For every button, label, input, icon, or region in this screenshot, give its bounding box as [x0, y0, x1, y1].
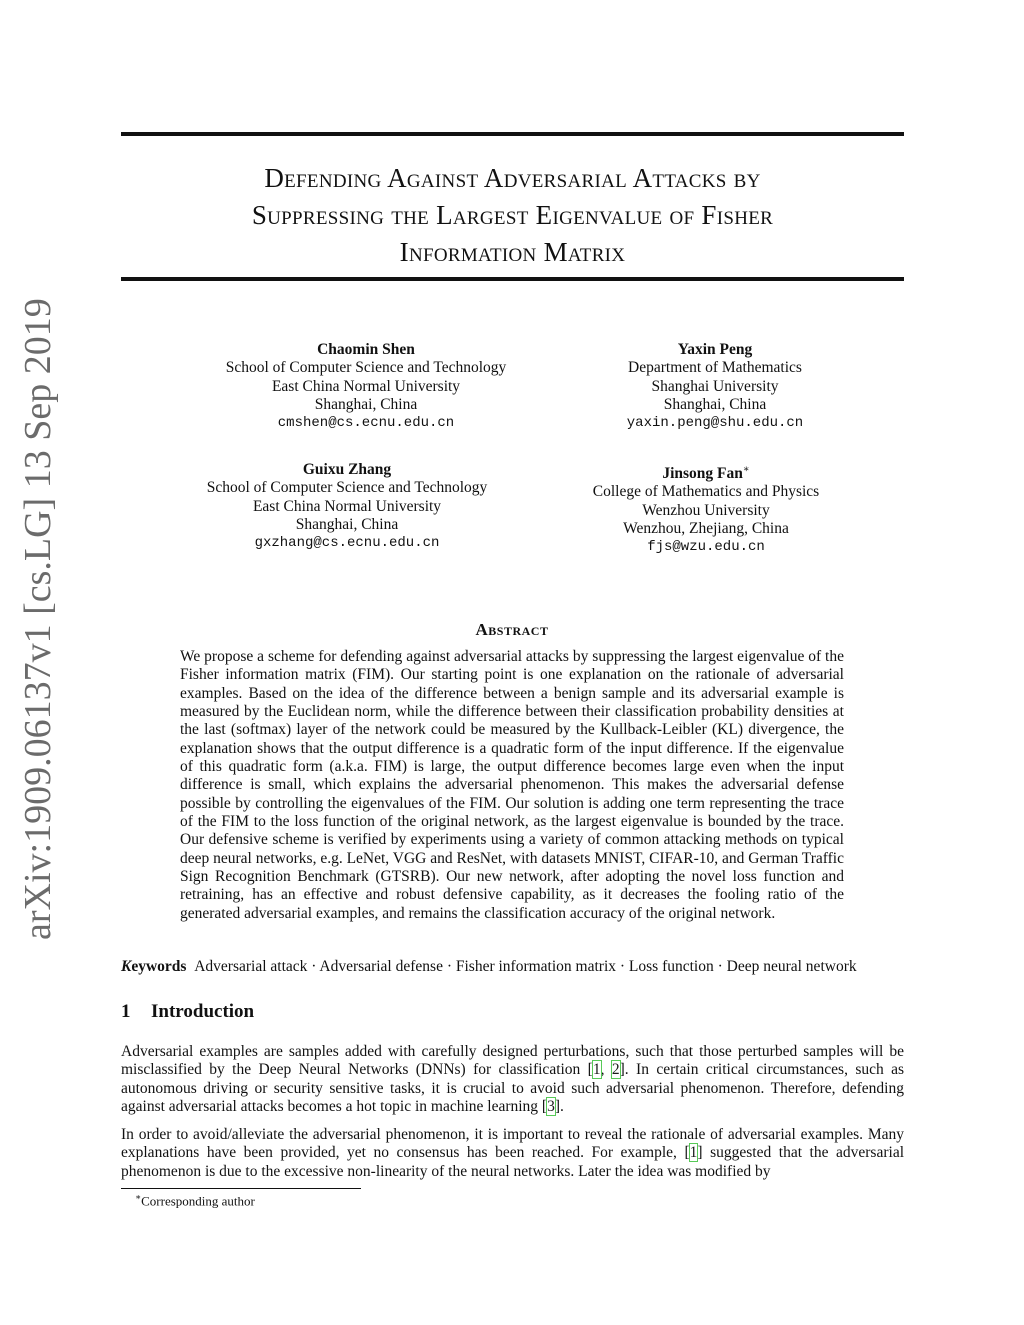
citation-link[interactable]: 2 [611, 1061, 620, 1079]
author-location: Shanghai, China [295, 515, 399, 533]
intro-paragraph-2: In order to avoid/alleviate the adversarial phenomenon, it is important to reveal the rationale of adversarial examples. Many explanations have been provided, yet no consensus has been reached. For example, [1] suggested that the adversarial phenomenon is due to the excessive non-linearity of the neural networks. Later the idea was modified by [121, 1126, 904, 1180]
author-dept: Department of Mathematics [628, 359, 802, 377]
author-univ: East China Normal University [252, 497, 442, 515]
author-dept: School of Computer Science and Technology [206, 479, 488, 497]
author-block [167, 461, 527, 552]
keywords-label-rest: eywords [131, 958, 187, 975]
author-email[interactable]: fjs@wzu.edu.cn [647, 539, 765, 556]
author-univ: East China Normal University [271, 377, 461, 395]
author-email[interactable]: yaxin.peng@shu.edu.cn [626, 415, 804, 432]
keywords-label-k: K [121, 958, 132, 975]
corresponding-mark: ∗ [742, 464, 750, 475]
title-top-rule [121, 132, 904, 136]
title-line-2: Suppressing the Largest Eigenvalue of Fisher [251, 200, 774, 230]
author-univ: Shanghai University [651, 377, 779, 395]
intro-paragraph-1: Adversarial examples are samples added with carefully designed perturbations, such that those perturbed samples will be misclassified by the Deep Neural Networks (DNNs) for classification [1, 2]. In certain critical circumstances, such as autonomous driving or security sensitive tasks, it is crucial to avoid such adversarial phenomenon. Therefore, defending against adversarial attacks becomes a hot topic in machine learning [3]. [121, 1043, 905, 1115]
author-block [526, 461, 886, 557]
keywords-text: Adversarial attack · Adversarial defense · Fisher information matrix · Loss function · Deep neural network [194, 958, 857, 975]
abstract-heading: Abstract [475, 620, 549, 639]
author-block [535, 341, 895, 432]
author-location: Shanghai, China [663, 395, 767, 413]
author-location: Wenzhou, Zhejiang, China [623, 520, 789, 538]
section-title: Introduction [151, 1001, 255, 1022]
citation-link[interactable]: 3 [547, 1097, 555, 1115]
footnote-mark: ∗ [135, 1192, 142, 1202]
title-bottom-rule [121, 277, 904, 281]
author-name: Guixu Zhang [302, 461, 392, 478]
arxiv-stamp: arXiv:1909.06137v1 [cs.LG] 13 Sep 2019 [17, 298, 59, 940]
author-email[interactable]: gxzhang@cs.ecnu.edu.cn [254, 535, 440, 552]
author-email[interactable]: cmshen@cs.ecnu.edu.cn [277, 415, 455, 432]
footnote [135, 1192, 255, 1209]
author-dept: College of Mathematics and Physics [592, 483, 820, 501]
footnote-text: Corresponding author [141, 1193, 255, 1209]
citation-link[interactable]: 1 [689, 1144, 698, 1162]
author-block [186, 341, 546, 432]
citation-link[interactable]: 1 [592, 1061, 601, 1079]
author-location: Shanghai, China [314, 395, 418, 413]
author-univ: Wenzhou University [642, 501, 770, 519]
section-number: 1 [121, 1001, 131, 1022]
abstract-text: We propose a scheme for defending against adversarial attacks by suppressing the largest eigenvalue of the Fisher information matrix (FIM). Our starting point is one explanation on the rationale of adversarial examples. Based on the idea of the difference between a benign sample and its adversarial example is measured by the Euclidean norm, while the difference between their classification probability densities at the last (softmax) layer of the network could be measured by the Kullback-Leibler (KL) divergence, the explanation shows that the output difference is a quadratic form of the input difference. If the eigenvalue of this quadratic form (a.k.a. FIM) is large, the output difference becomes large even when the input difference is small, which explains the adversarial phenomenon. This makes the adversarial defense possible by controlling the eigenvalues of the FIM. Our solution is adding one term representing the trace of the FIM to the loss function of the original network, as the largest eigenvalue is bounded by the trace. Our defensive scheme is verified by experiments using a variety of common attacking methods on typical deep neural networks, e.g. LeNet, VGG and ResNet, with datasets MNIST, CIFAR-10, and German Traffic Sign Recognition Benchmark (GTSRB). Our new network, after adopting the novel loss function and retraining, has an effective and robust defensive capability, as it decreases the fooling ratio of the generated adversarial examples, and remains the classification accuracy of the original network. [180, 648, 844, 922]
paper-title [121, 160, 904, 271]
author-dept: School of Computer Science and Technology [225, 359, 507, 377]
title-line-1: Defending Against Adversarial Attacks by [264, 163, 761, 193]
section-heading [121, 1001, 254, 1023]
title-line-3: Information Matrix [399, 237, 626, 267]
author-name: Jinsong Fan∗ [662, 464, 750, 483]
keywords-line [121, 958, 904, 976]
author-name: Chaomin Shen [317, 341, 415, 358]
author-name: Yaxin Peng [677, 341, 753, 358]
footnote-rule [121, 1188, 361, 1189]
